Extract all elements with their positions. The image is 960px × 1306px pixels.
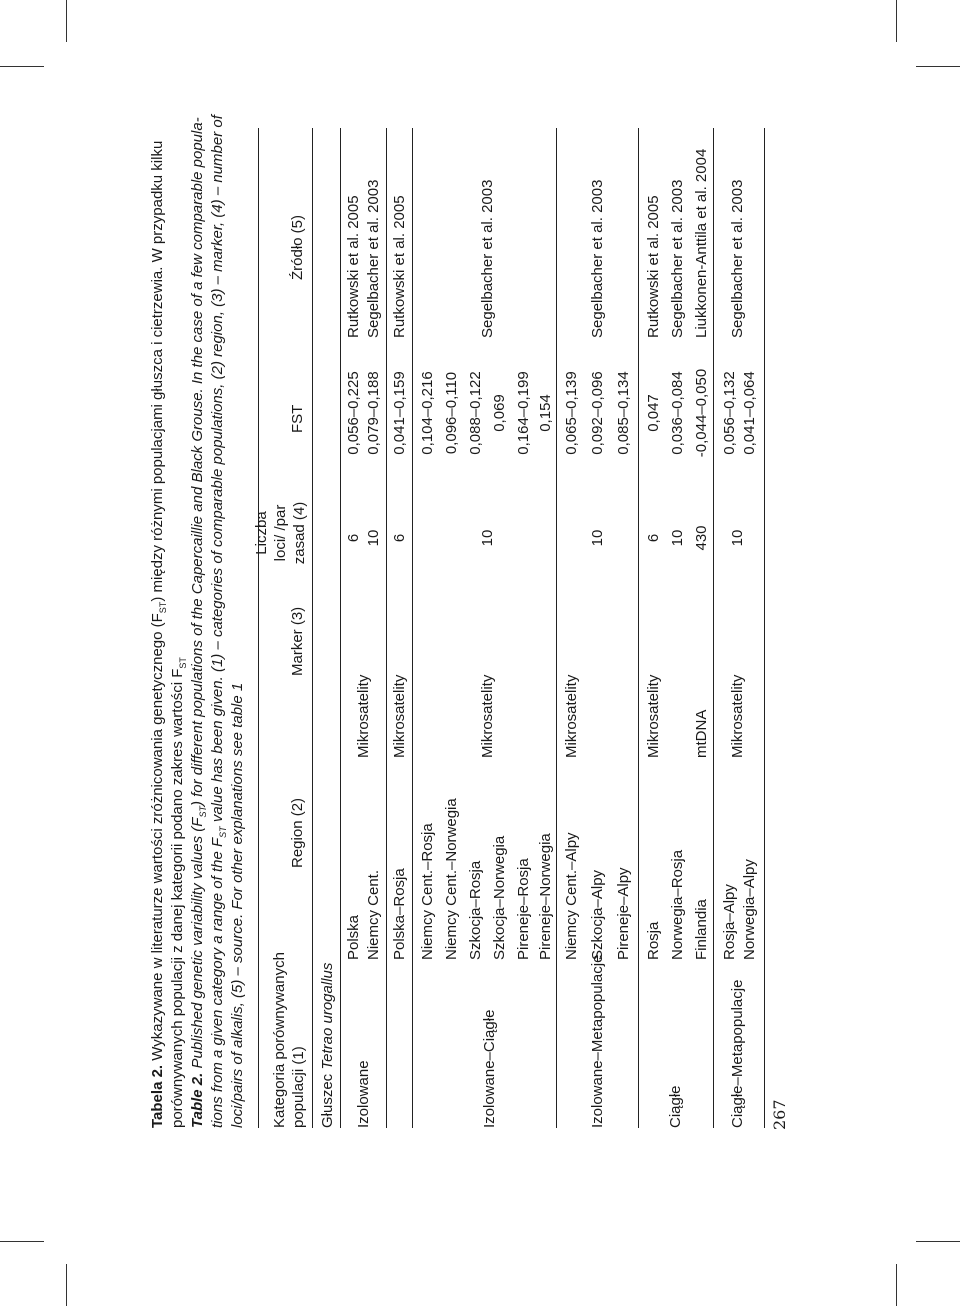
caption-en-text: loci/pairs of alkalis, (5) – source. For other explanations see table 1 — [229, 682, 246, 1128]
subscript: ST — [178, 657, 188, 669]
cell-marker: mtDNA — [693, 709, 710, 758]
cell-region: Pireneje–Norwegia — [537, 833, 554, 960]
cell-region: Szkocja–Rosja — [467, 860, 484, 960]
cell-region: Polska — [345, 914, 362, 960]
page-number: 267 — [770, 1099, 789, 1130]
header-category — [270, 952, 308, 1128]
header-text: zasad (4) — [291, 501, 308, 565]
cell-marker: Mikrosatelity — [645, 674, 662, 758]
species-rule — [340, 128, 341, 1128]
cell-region: Niemcy Cent.–Alpy — [563, 832, 580, 960]
subscript: ST — [158, 601, 168, 614]
cell-loci: 10 — [729, 529, 746, 547]
cell-loci: 10 — [365, 529, 382, 547]
cell-region: Pireneje–Alpy — [615, 867, 632, 960]
header-text: Liczba — [253, 511, 270, 555]
cell-source: Segelbacher et al. 2003 — [365, 179, 382, 338]
header-source: Źródło (5) — [289, 214, 306, 280]
cell-loci: 6 — [391, 533, 408, 543]
cell-region: Szkocja–Alpy — [589, 869, 606, 960]
cell-region: Norwegia–Rosja — [669, 849, 686, 960]
cell-fst: 0,041–0,159 — [391, 371, 408, 455]
cell-fst: -0,044–0,050 — [693, 368, 710, 458]
cell-source: Rutkowski et al. 2005 — [345, 195, 362, 338]
crop-mark — [916, 66, 960, 67]
cell-region: Niemcy Cent. — [365, 869, 382, 960]
header-text: loci/ /par — [272, 504, 289, 562]
group-label: Izolowane — [355, 1060, 372, 1128]
crop-mark — [66, 0, 67, 42]
cell-loci: 6 — [345, 533, 362, 543]
cell-loci: 10 — [589, 529, 606, 547]
group-label: Izolowane–Ciągłe — [481, 1009, 498, 1128]
cell-source: Segelbacher et al. 2003 — [729, 179, 746, 338]
cell-fst: 0,104–0,216 — [419, 371, 436, 455]
cell-region: Norwegia–Alpy — [741, 859, 758, 960]
table-top-rule — [258, 128, 259, 1128]
group-rule — [386, 128, 387, 1128]
cell-region: Polska–Rosja — [391, 868, 408, 960]
crop-mark — [66, 1264, 67, 1306]
header-text: populacji (1) — [290, 1046, 307, 1128]
species-latin-name: Tetrao urogallus — [319, 962, 336, 1070]
cell-loci: 430 — [693, 525, 710, 551]
cell-region: Rosja–Alpy — [721, 884, 738, 960]
caption-en-label: Table 2. — [189, 1072, 206, 1128]
cell-fst: 0,092–0,096 — [589, 371, 606, 455]
cell-fst: 0,096–0,110 — [443, 371, 460, 455]
cell-fst: 0,065–0,139 — [563, 371, 580, 455]
caption-pl-text: Wykazywane w literaturze wartości zróżnicowania genetycznego (F — [149, 613, 166, 1061]
header-marker: Marker (3) — [289, 606, 306, 676]
caption-en-text: Published genetic variability values (F — [189, 817, 206, 1069]
cell-region: Rosja — [645, 921, 662, 960]
cell-source: Segelbacher et al. 2003 — [589, 179, 606, 338]
header-text: Kategoria porównywanych — [271, 952, 288, 1128]
cell-region: Szkocja–Norwegia — [491, 835, 508, 960]
caption-pl-line — [168, 98, 188, 1128]
header-loci — [252, 483, 309, 583]
caption-en-line — [208, 98, 228, 1128]
cell-fst: 0,085–0,134 — [615, 371, 632, 455]
species-name: Głuszec — [319, 1073, 336, 1128]
cell-marker: Mikrosatelity — [391, 674, 408, 758]
cell-fst: 0,056–0,225 — [345, 371, 362, 455]
cell-fst: 0,056–0,132 — [721, 371, 738, 455]
group-rule — [713, 128, 714, 1128]
cell-source: Segelbacher et al. 2003 — [669, 179, 686, 338]
cell-region: Niemcy Cent.–Norwegia — [443, 798, 460, 960]
cell-region: Pireneje–Rosja — [515, 858, 532, 960]
cell-loci: 10 — [479, 529, 496, 547]
caption-pl-label: Tabela 2. — [149, 1064, 166, 1128]
header-region: Region (2) — [289, 797, 306, 868]
caption-en-text: value has been given. (1) – categories of comparable populations, (2) region, (3) – marker, (4) – number of — [209, 115, 226, 827]
crop-mark — [896, 0, 897, 42]
group-rule — [638, 128, 639, 1128]
group-rule — [556, 128, 557, 1128]
cell-marker: Mikrosatelity — [729, 674, 746, 758]
cell-fst: 0,069 — [491, 394, 508, 432]
group-label: Ciągłe — [667, 1085, 684, 1128]
cell-marker: Mikrosatelity — [479, 674, 496, 758]
cell-marker: Mikrosatelity — [563, 674, 580, 758]
crop-mark — [0, 66, 44, 67]
table-bottom-rule — [764, 128, 765, 1128]
caption-en-line — [188, 98, 208, 1128]
caption-pl-text: porównywanych populacji z danej kategorii podano zakres wartości F — [169, 668, 186, 1128]
cell-source: Rutkowski et al. 2005 — [391, 195, 408, 338]
caption-pl-text: ) między różnymi populacjami głuszca i cietrzewia. W przypadku kilku — [149, 140, 166, 602]
cell-fst: 0,036–0,084 — [669, 371, 686, 455]
cell-source: Liukkonen-Anttila et al. 2004 — [693, 148, 710, 338]
cell-source: Rutkowski et al. 2005 — [645, 195, 662, 338]
cell-fst: 0,088–0,122 — [467, 371, 484, 455]
caption-pl-line — [148, 98, 168, 1128]
group-rule — [412, 128, 413, 1128]
cell-region: Niemcy Cent.–Rosja — [419, 823, 436, 960]
caption-en-text: tions from a given category a range of the F — [209, 837, 226, 1128]
rotated-table-page — [148, 98, 788, 1128]
cell-fst: 0,079–0,188 — [365, 371, 382, 455]
caption-en-text: ) for different populations of the Capercaillie and Black Grouse. In the case of a few comparable popula- — [189, 117, 206, 807]
caption-en-line — [228, 98, 248, 1128]
cell-loci: 10 — [669, 529, 686, 547]
table-caption — [148, 98, 248, 1128]
cell-fst: 0,041–0,064 — [741, 371, 758, 455]
subscript: ST — [198, 806, 208, 818]
cell-fst: 0,164–0,199 — [515, 371, 532, 455]
group-label: Izolowane–Metapopulacje — [589, 954, 606, 1128]
cell-marker: Mikrosatelity — [355, 674, 372, 758]
cell-fst: 0,047 — [645, 394, 662, 432]
crop-mark — [916, 1241, 960, 1242]
cell-source: Segelbacher et al. 2003 — [479, 179, 496, 338]
cell-loci: 6 — [645, 533, 662, 543]
cell-region: Finlandia — [693, 899, 710, 960]
species-row — [318, 963, 337, 1128]
header-fst: FST — [289, 404, 306, 433]
header-bottom-rule — [312, 128, 313, 1128]
group-label: Ciągłe–Metapopulacje — [729, 979, 746, 1128]
crop-mark — [0, 1241, 44, 1242]
subscript: ST — [218, 826, 228, 838]
crop-mark — [896, 1264, 897, 1306]
cell-fst: 0,154 — [537, 394, 554, 432]
